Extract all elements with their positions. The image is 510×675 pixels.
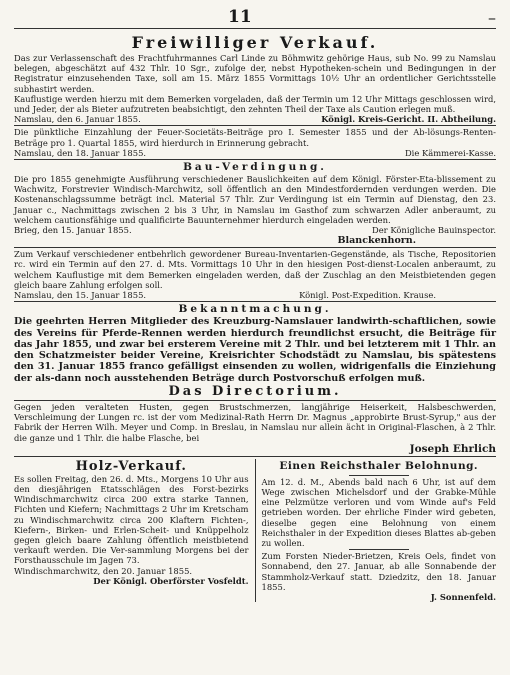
ad-brust-syrup xyxy=(14,402,496,455)
ad-signature-line xyxy=(14,290,496,300)
divider xyxy=(14,247,496,248)
ad-title: Bau-Verdingung. xyxy=(183,161,327,174)
page-number: 11 xyxy=(228,7,252,27)
ad-text: Am 12. d. M., Abends bald nach 6 Uhr, ist auf dem Wege zwischen Michelsdorf und der Grabke-Mühle eine Pelzmütze verloren und vom Winde auf's Feld getrieben worden. Der ehrliche Finder wird gebeten, dieselbe gegen eine Belohnung von einem Reichsthaler in der Expedition dieses Blattes ab-geben zu wollen. xyxy=(261,476,496,549)
ad-title: Holz-Verkauf. xyxy=(75,458,187,474)
header-dash: – xyxy=(488,7,496,27)
ad-signer: Königl. Kreis-Gericht. II. Abtheilung. xyxy=(321,114,496,125)
divider xyxy=(349,549,409,550)
ad-signer: Königl. Post-Expedition. Krause. xyxy=(299,290,436,301)
divider xyxy=(14,400,496,401)
ad-date: Windischmarchwitz, den 20. Januar 1855. xyxy=(14,565,193,576)
ad-title: Einen Reichsthaler Belohnung. xyxy=(279,459,479,472)
ad-date: Namslau, den 6. Januar 1855. xyxy=(14,114,141,125)
ad-signature-line xyxy=(14,148,496,158)
ad-signer: Der Königl. Oberförster Vosfeldt. xyxy=(93,575,249,586)
ad-text: Die geehrten Herren Mitglieder des Kreuzburg-Namslauer landwirth-schaftlichen, sowie des Vereins für Pferde-Rennen werden hierdurch freundlichst ersucht, die Beiträge für das Jahr 1855, und zwar bei ersterem Vereine mit 2 Thlr. und bei letzterem mit 1 Thlr. an den Schatzmeister beider Vereine, Kreisrichter Schodstädt zu Namslau, bis spätestens den 31. Januar 1855 franco gefälligst einsenden zu wollen, widrigenfalls die Einziehung der als-dann noch ausstehenden Beträge durch Postvorschuß erfolgen muß. xyxy=(14,316,496,384)
divider xyxy=(14,456,496,457)
ad-signature: Das Directorium. xyxy=(168,384,342,400)
ad-text: Zum Verkauf verschiedener entbehrlich gewordener Bureau-Inventarien-Gegenstände, als Tische, Repositorien rc. wird ein Termin auf den 27. d. Mts. Vormittags 10 Uhr in den hiesigen Post-dienst-Localen anberaumt, zu welchem Kauflustige mit dem Bemerken eingeladen werden, daß der Zuschlag an den Meistbietenden gegen gleich baare Zahlung erfolgen soll. xyxy=(14,249,496,290)
ad-holz-verkauf xyxy=(14,459,256,602)
ad-signature: Blanckenhorn. xyxy=(337,235,416,247)
ad-text: Das zur Verlassenschaft des Frachtfuhrmannes Carl Linde zu Böhmwitz gehörige Haus, sub No. 99 zu Namslau belegen, abgeschätzt auf 432 Thlr. 10 Sgr., zufolge der, nebst Hypotheken-schein und Bedingungen in der Registratur einzusehenden Taxe, soll am 15. März 1855 Vormittags 10½ Uhr an ordentlicher Gerichtsstelle subhastirt werden. xyxy=(14,53,496,94)
ad-text: Kauflustige werden hierzu mit dem Bemerken vorgeladen, daß der Termin um 12 Uhr Mittags geschlossen wird, und Jeder, der als Bieter aufzutreten beabsichtigt, den zehnten Theil der Taxe als Caution erlegen muß. xyxy=(14,93,496,115)
ad-signer: Die Kämmerei-Kasse. xyxy=(404,147,496,158)
ad-date: Brieg, den 15. Januar 1855. xyxy=(14,225,132,236)
page-header xyxy=(14,6,496,29)
ad-text: Zum Forsten Nieder-Brietzen, Kreis Oels, findet von Sonnabend, den 27. Januar, ab alle Sonnabende der Stammholz-Verkauf statt. Dziedzitz, den 18. Januar 1855. xyxy=(261,551,496,592)
ad-date: Namslau, den 15. Januar 1855. xyxy=(14,290,147,301)
ad-text: Es sollen Freitag, den 26. d. Mts., Morgens 10 Uhr aus den diesjährigen Etatsschlägen des Forst-bezirks Windischmarchwitz circa 200 extra starke Tannen, Fichten und Kiefern; Nachmittags 2 Uhr im Kretscham zu Windischmarchwitz circa 200 Klaftern Fichten-, Kiefern-, Birken- und Erlen-Scheit- und Knüppelholz gegen gleich baare Zahlung öffentlich meistbietend verkauft werden. Die Ver-sammlung Morgens bei der Forsthausschule im Jagen 73. xyxy=(14,473,249,566)
ad-feuer-societaet xyxy=(14,127,496,158)
ad-text: Die pünktliche Einzahlung der Feuer-Societäts-Beiträge pro I. Semester 1855 und der Ab-lösungs-Renten-Beträge pro 1. Quartal 1855, wird hierdurch in Erinnerung gebracht. xyxy=(14,127,496,148)
ad-signer: Der Königliche Bauinspector. xyxy=(372,225,496,236)
ad-merchant: Joseph Ehrlich xyxy=(409,442,496,455)
ad-freiwilliger-verkauf xyxy=(14,33,496,124)
ad-post-inventar xyxy=(14,249,496,300)
ad-text: Gegen jeden veralteten Husten, gegen Brustschmerzen, langjährige Heiserkeit, Halsbeschwerden, Verschleimung der Lungen rc. ist der vom Medizinal-Rath Herrn Dr. Magnus „approbirte Brust-Syrup," aus der Fabrik der Herren Wilh. Meyer und Comp. in Breslau, in Namslau nur allein ächt in Original-Flaschen, à 2 Thlr. die ganze und 1 Thlr. die halbe Flasche, bei xyxy=(14,402,496,443)
ad-signer: J. Sonnenfeld. xyxy=(430,592,496,603)
ad-belohnung xyxy=(262,459,497,602)
ad-text: Die pro 1855 genehmigte Ausführung verschiedener Bauslichkeiten auf dem Königl. Förster-Eta-blissement zu Wachwitz, Forstrevier Windisch-Marchwitz, soll öffentlich an den Mindestfordernden verdungen werden. Die Kostenanschlagssumme beträgt incl. Material 57 Thlr. Zur Verdingung ist ein Termin auf Dienstag, den 23. Januar c., Nachmittags zwischen 2 bis 3 Uhr, in Namslau im Gasthof zum schwarzen Adler anberaumt, zu welchem cautionsfähige und qualificirte Bauunternehmer hierdurch eingeladen werden. xyxy=(14,174,496,225)
ad-bau-verdingung xyxy=(14,161,496,246)
divider xyxy=(349,475,409,476)
two-column-section xyxy=(14,459,496,602)
divider xyxy=(14,159,496,160)
ad-title: Bekanntmachung. xyxy=(178,303,332,316)
ad-signature-line xyxy=(14,114,496,124)
divider xyxy=(14,301,496,302)
ad-title: Freiwilliger Verkauf. xyxy=(131,33,379,52)
ad-date: Namslau, den 18. Januar 1855. xyxy=(14,147,147,158)
divider xyxy=(14,125,496,126)
ad-bekanntmachung xyxy=(14,303,496,399)
ad-signature-line xyxy=(14,225,496,235)
